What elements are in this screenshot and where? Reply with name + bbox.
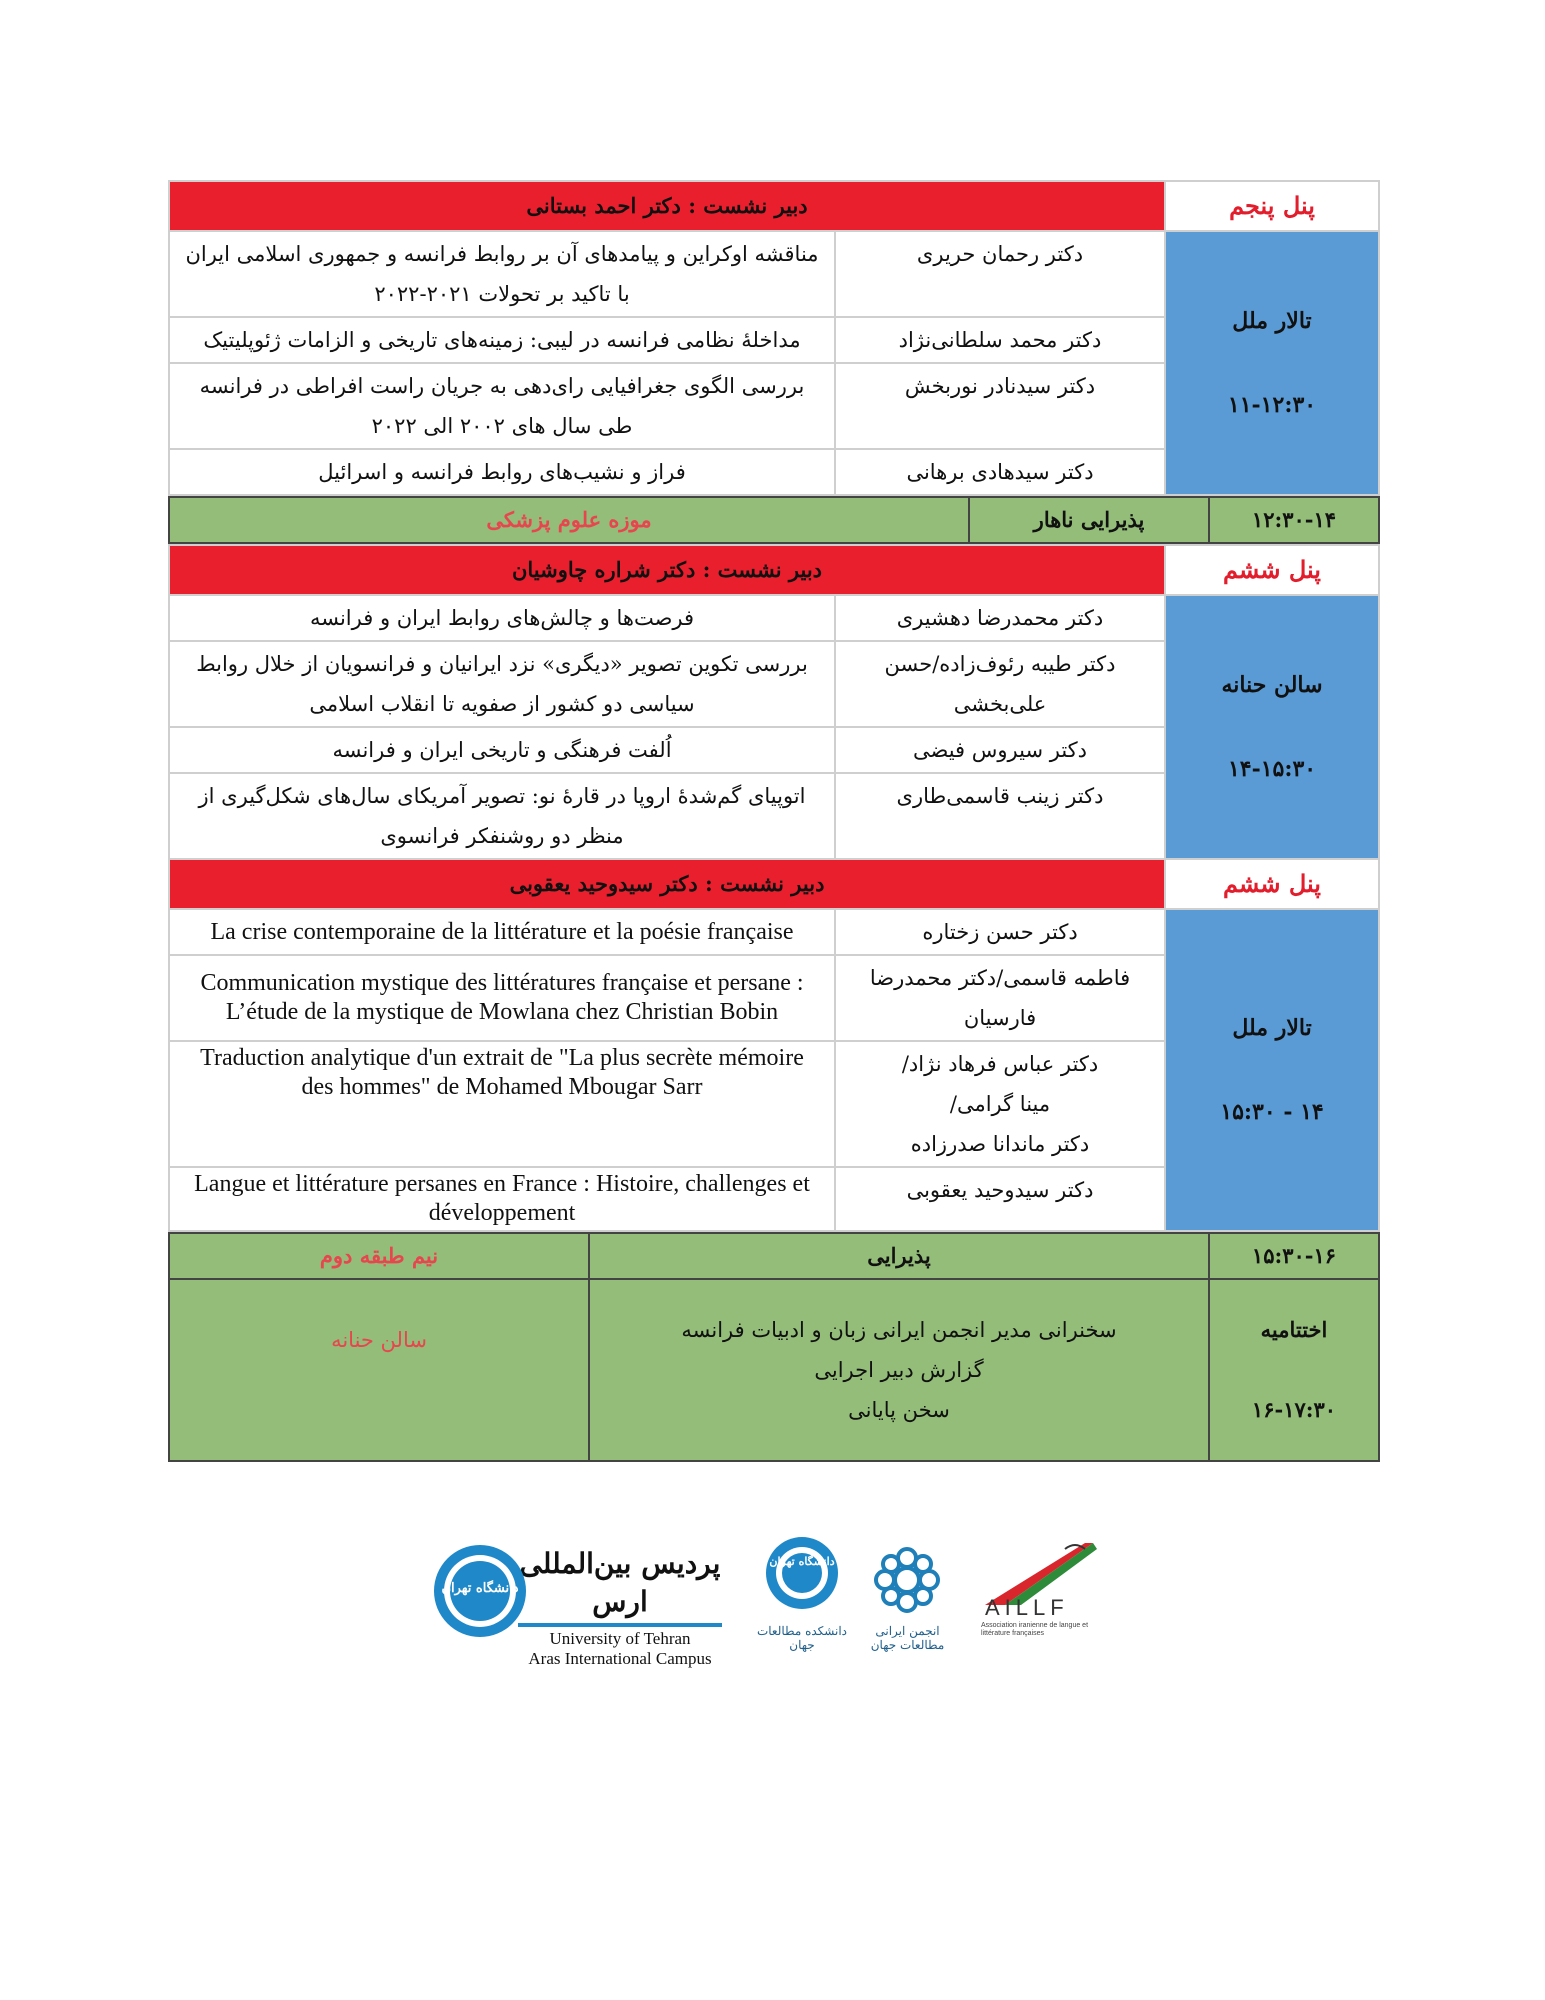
- schedule-table: [168, 180, 1380, 496]
- panel6b-speaker-3: [835, 1041, 1165, 1167]
- panel6b-title-2: Communication mystique des littératures française et persane : L’étude de la mystique de Mowlana chez Christian Bobin: [169, 955, 835, 1041]
- panel6b-title-3: Traduction analytique d'un extrait de "La plus secrète mémoire des hommes" de Mohamed Mbougar Sarr: [169, 1041, 835, 1167]
- panel6b-title-4: Langue et littérature persanes en France : Histoire, challenges et développement: [169, 1167, 835, 1231]
- panel6a-speaker-1: دکتر محمدرضا دهشیری: [835, 595, 1165, 641]
- reception-closing-table: [168, 1232, 1380, 1462]
- closing-label: اختتامیه: [1260, 1317, 1328, 1342]
- aillf-text: AILLF: [985, 1595, 1069, 1620]
- closing-time: ۱۶-۱۷:۳۰: [1251, 1397, 1337, 1422]
- panel6a-venue-time: [1165, 595, 1379, 859]
- world-studies-assoc-text: انجمن ایرانی مطالعات جهان: [870, 1624, 945, 1652]
- world-studies-assoc-logo: [860, 1540, 955, 1650]
- star-pattern-icon: [860, 1540, 955, 1620]
- panel5-venue: تالار ملل: [1232, 308, 1312, 334]
- panel6b-speaker-4: دکتر سیدوحید یعقوبی: [835, 1167, 1165, 1231]
- aras-en-1: University of Tehran: [549, 1629, 691, 1648]
- aillf-logo: [965, 1535, 1105, 1645]
- panel5-time: ۱۱-۱۲:۳۰: [1227, 392, 1317, 418]
- ut-seal-text-1: دانشگاه تهران: [769, 1555, 835, 1568]
- closing-item-1: سخنرانی مدیر انجمن ایرانی زبان و ادبیات فرانسه: [681, 1318, 1117, 1342]
- lunch-place: موزه علوم پزشکی: [169, 497, 969, 543]
- closing-items: [589, 1279, 1209, 1461]
- ut-seal-text-2: دانشگاه تهران: [441, 1581, 519, 1596]
- panel5-title-3: بررسی الگوی جغرافیایی رای‌دهی به جریان راست افراطی در فرانسه طی سال های ۲۰۰۲ الی ۲۰۲۲: [169, 363, 835, 449]
- panel6a-label: پنل ششم: [1165, 545, 1379, 595]
- lunch-time: ۱۲:۳۰-۱۴: [1209, 497, 1379, 543]
- panel6a-title-4: اتوپیای گم‌شدهٔ اروپا در قارهٔ نو: تصویر آمریکای سال‌های شکل‌گیری از منظر دو روشنفکر فرانسوی: [169, 773, 835, 859]
- panel5-speaker-4: دکتر سیدهادی برهانی: [835, 449, 1165, 495]
- panel5-venue-time: [1165, 231, 1379, 495]
- panel6b-time: ۱۴ - ۱۵:۳۰: [1220, 1099, 1324, 1125]
- aras-campus-logo: [510, 1545, 730, 1668]
- panel5-chair: دبیر نشست : دکتر احمد بستانی: [169, 181, 1165, 231]
- panel6a-title-2: بررسی تکوین تصویر «دیگری» نزد ایرانیان و فرانسویان از خلال روابط سیاسی دو کشور از صفویه تا انقلاب اسلامی: [169, 641, 835, 727]
- reception-label: پذیرایی: [589, 1233, 1209, 1279]
- panel6b-venue: تالار ملل: [1232, 1015, 1312, 1041]
- reception-time: ۱۵:۳۰-۱۶: [1209, 1233, 1379, 1279]
- closing-place: سالن حنانه: [169, 1279, 589, 1461]
- world-studies-faculty-text: دانشکده مطالعات جهان: [756, 1624, 848, 1652]
- panel5-title-4: فراز و نشیب‌های روابط فرانسه و اسرائیل: [169, 449, 835, 495]
- panel5-speaker-1: دکتر رحمان حریری: [835, 231, 1165, 317]
- ut-seal-logo: [430, 1541, 530, 1641]
- panel6b-speaker-3-line-3: دکتر ماندانا صدرزاده: [910, 1132, 1090, 1156]
- program-schedule: [168, 180, 1378, 1462]
- panel6b-venue-time: [1165, 909, 1379, 1231]
- closing-label-time: [1209, 1279, 1379, 1461]
- panel6a-speaker-4: دکتر زینب قاسمی‌طاری: [835, 773, 1165, 859]
- panel5-label: پنل پنجم: [1165, 181, 1379, 231]
- panel6a-time: ۱۴-۱۵:۳۰: [1227, 756, 1317, 782]
- panel6b-speaker-1: دکتر حسن زختاره: [835, 909, 1165, 955]
- aras-en-2: Aras International Campus: [528, 1649, 712, 1668]
- ut-seal-icon: [752, 1535, 852, 1620]
- panel6b-speaker-2: فاطمه قاسمی/دکتر محمدرضا فارسیان: [835, 955, 1165, 1041]
- panel6a-table: [168, 544, 1380, 1232]
- panel6a-speaker-3: دکتر سیروس فیضی: [835, 727, 1165, 773]
- logos-row: [430, 1535, 1130, 1668]
- panel5-title-1: مناقشه اوکراین و پیامدهای آن بر روابط فرانسه و جمهوری اسلامی ایران با تاکید بر تحولات ۲۰۲۱-۲۰۲۲: [169, 231, 835, 317]
- panel6b-title-1: La crise contemporaine de la littérature et la poésie française: [169, 909, 835, 955]
- world-studies-faculty-logo: [752, 1535, 852, 1650]
- panel6a-chair: دبیر نشست : دکتر شراره چاوشیان: [169, 545, 1165, 595]
- panel6a-speaker-2: دکتر طیبه رئوف‌زاده/حسن علی‌بخشی: [835, 641, 1165, 727]
- aras-title: پردیس بین‌المللی ارس: [519, 1547, 721, 1618]
- panel6a-title-3: اُلفت فرهنگی و تاریخی ایران و فرانسه: [169, 727, 835, 773]
- closing-item-3: سخن پایانی: [848, 1398, 950, 1422]
- aillf-subtitle: Association iranienne de langue et littérature françaises: [981, 1622, 1089, 1637]
- panel6a-title-1: فرصت‌ها و چالش‌های روابط ایران و فرانسه: [169, 595, 835, 641]
- panel6a-venue: سالن حنانه: [1221, 672, 1323, 698]
- panel6b-label: پنل ششم: [1165, 859, 1379, 909]
- panel6b-speaker-3-line-1: دکتر عباس فرهاد نژاد/: [901, 1052, 1099, 1076]
- panel6b-speaker-3-line-2: مینا گرامی/: [949, 1092, 1051, 1116]
- lunch-label: پذیرایی ناهار: [969, 497, 1209, 543]
- closing-item-2: گزارش دبیر اجرایی: [814, 1358, 984, 1382]
- reception-place: نیم طبقه دوم: [169, 1233, 589, 1279]
- panel5-speaker-2: دکتر محمد سلطانی‌نژاد: [835, 317, 1165, 363]
- panel6b-chair: دبیر نشست : دکتر سیدوحید یعقوبی: [169, 859, 1165, 909]
- panel5-title-2: مداخلهٔ نظامی فرانسه در لیبی: زمینه‌های تاریخی و الزامات ژئوپلیتیک: [169, 317, 835, 363]
- lunch-row: [168, 496, 1380, 544]
- panel5-speaker-3: دکتر سیدنادر نوربخش: [835, 363, 1165, 449]
